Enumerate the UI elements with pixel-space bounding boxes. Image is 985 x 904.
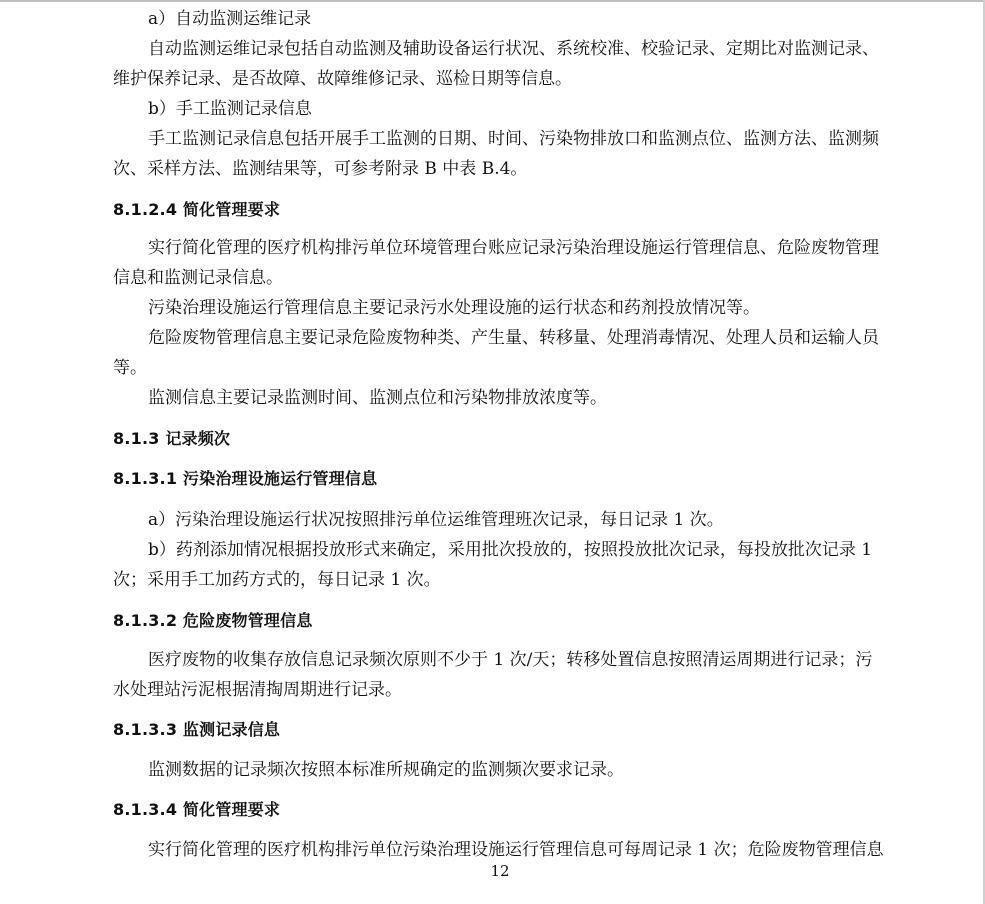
paragraph-line: 水处理站污泥根据清掏周期进行记录。 <box>113 680 402 700</box>
paragraph-line: 信息和监测记录信息。 <box>113 268 283 288</box>
section-heading-8-1-2-4: 8.1.2.4 简化管理要求 <box>113 200 281 219</box>
paragraph-line: 危险废物管理信息主要记录危险废物种类、产生量、转移量、处理消毒情况、处理人员和运输人员 <box>148 328 879 348</box>
paragraph-line: 污染治理设施运行管理信息主要记录污水处理设施的运行状态和药剂投放情况等。 <box>148 298 760 318</box>
section-heading-8-1-3-3: 8.1.3.3 监测记录信息 <box>113 720 281 739</box>
paragraph-line: 监测信息主要记录监测时间、监测点位和污染物排放浓度等。 <box>148 388 607 408</box>
list-item-b-manual-monitoring: b）手工监测记录信息 <box>148 99 312 119</box>
top-border <box>0 0 985 2</box>
section-heading-8-1-3-1: 8.1.3.1 污染治理设施运行管理信息 <box>113 469 378 488</box>
section-heading-8-1-3-4: 8.1.3.4 简化管理要求 <box>113 800 281 819</box>
paragraph-line: 实行简化管理的医疗机构排污单位污染治理设施运行管理信息可每周记录 1 次；危险废物管理信息 <box>148 840 884 860</box>
paragraph-line: 实行简化管理的医疗机构排污单位环境管理台账应记录污染治理设施运行管理信息、危险废物管理 <box>148 238 879 258</box>
paragraph-line: 监测数据的记录频次按照本标准所规确定的监测频次要求记录。 <box>148 760 624 780</box>
paragraph-line: 次、采样方法、监测结果等，可参考附录 B 中表 B.4。 <box>113 159 528 179</box>
list-item-a-auto-monitoring: a）自动监测运维记录 <box>148 9 312 29</box>
page-number: 12 <box>490 862 510 880</box>
paragraph-line: 维护保养记录、是否故障、故障维修记录、巡检日期等信息。 <box>113 69 572 89</box>
list-item-b-chemical-dosing: b）药剂添加情况根据投放形式来确定，采用批次投放的，按照投放批次记录，每投放批次记录 1 <box>148 540 873 560</box>
list-item-a-facility-status: a）污染治理设施运行状况按照排污单位运维管理班次记录，每日记录 1 次。 <box>148 510 724 530</box>
paragraph-line: 等。 <box>113 358 147 378</box>
section-heading-8-1-3-2: 8.1.3.2 危险废物管理信息 <box>113 611 313 630</box>
paragraph-line: 自动监测运维记录包括自动监测及辅助设备运行状况、系统校准、校验记录、定期比对监测记录、 <box>148 39 879 59</box>
paragraph-line: 医疗废物的收集存放信息记录频次原则不少于 1 次/天；转移处置信息按照清运周期进行记录；污 <box>148 650 873 670</box>
paragraph-line: 次；采用手工加药方式的，每日记录 1 次。 <box>113 570 441 590</box>
section-heading-8-1-3: 8.1.3 记录频次 <box>113 429 231 448</box>
paragraph-line: 手工监测记录信息包括开展手工监测的日期、时间、污染物排放口和监测点位、监测方法、监测频 <box>148 129 879 149</box>
